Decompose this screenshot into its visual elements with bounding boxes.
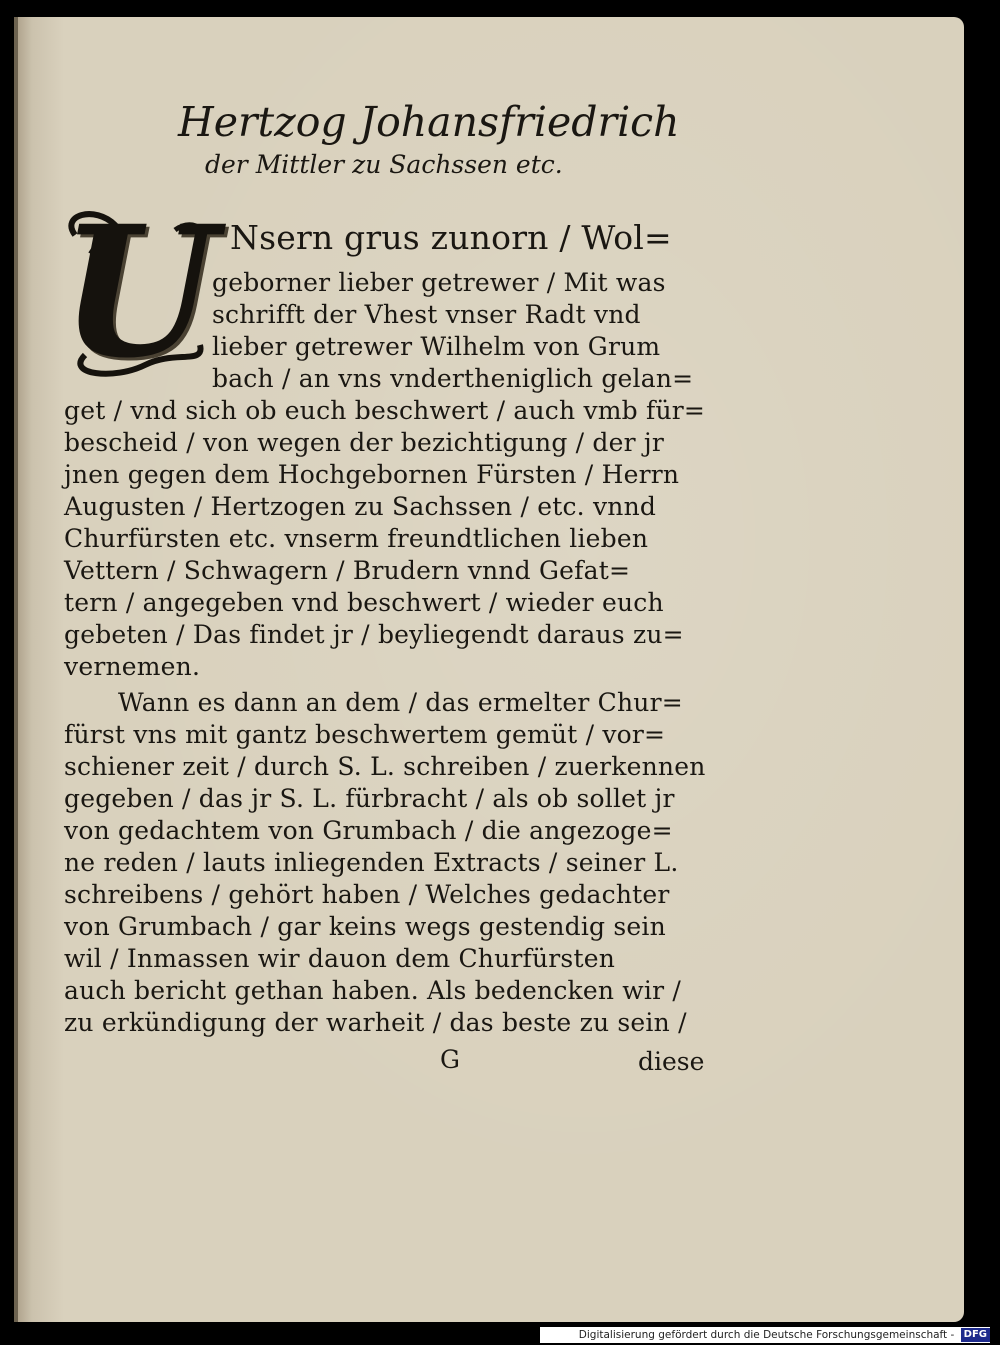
text-line: Nsern grus zunorn / Wol= bbox=[230, 218, 672, 257]
page-heading: Hertzog Johansfriedrich bbox=[178, 98, 680, 146]
text-line: bescheid / von wegen der bezichtigung / der jr bbox=[64, 428, 665, 457]
text-line: von gedachtem von Grumbach / die angezoge= bbox=[64, 816, 673, 845]
text-line: ne reden / lauts inliegenden Extracts / seiner L. bbox=[64, 848, 679, 877]
text-line: auch bericht gethan haben. Als bedencken wir / bbox=[64, 976, 682, 1005]
text-line: geborner lieber getrewer / Mit was bbox=[212, 268, 666, 297]
text-line: fürst vns mit gantz beschwertem gemüt / vor= bbox=[64, 720, 666, 749]
text-line: jnen gegen dem Hochgebornen Fürsten / Herrn bbox=[64, 460, 680, 489]
text-line: vernemen. bbox=[64, 652, 201, 681]
signature-mark: G bbox=[440, 1045, 460, 1074]
decorated-initial: U bbox=[60, 187, 217, 398]
text-line: Augusten / Hertzogen zu Sachssen / etc. vnnd bbox=[64, 492, 657, 521]
text-line: gebeten / Das findet jr / beyliegendt daraus zu= bbox=[64, 620, 684, 649]
digitization-credit bbox=[540, 1327, 990, 1343]
text-line: Vettern / Schwagern / Brudern vnnd Gefat= bbox=[64, 556, 631, 585]
text-line: gegeben / das jr S. L. fürbracht / als ob sollet jr bbox=[64, 784, 675, 813]
text-line: bach / an vns vndertheniglich gelan= bbox=[212, 364, 694, 393]
text-line: Wann es dann an dem / das ermelter Chur= bbox=[118, 688, 683, 717]
dfg-logo: DFG bbox=[961, 1328, 990, 1342]
text-line: wil / Inmassen wir dauon dem Churfürsten bbox=[64, 944, 616, 973]
text-line: zu erkündigung der warheit / das beste zu sein / bbox=[64, 1008, 687, 1037]
text-line: get / vnd sich ob euch beschwert / auch vmb für= bbox=[64, 396, 706, 425]
text-line: schreibens / gehört haben / Welches gedachter bbox=[64, 880, 670, 909]
credit-text: Digitalisierung gefördert durch die Deutsche Forschungsgemeinschaft - bbox=[578, 1329, 955, 1341]
text-line: schiener zeit / durch S. L. schreiben / zuerkennen bbox=[64, 752, 706, 781]
text-line: von Grumbach / gar keins wegs gestendig sein bbox=[64, 912, 666, 941]
text-line: tern / angegeben vnd beschwert / wieder euch bbox=[64, 588, 664, 617]
page-subheading: der Mittler zu Sachssen etc. bbox=[205, 150, 563, 179]
page-gutter bbox=[14, 17, 18, 1322]
text-line: Churfürsten etc. vnserm freundtlichen lieben bbox=[64, 524, 649, 553]
text-line: lieber getrewer Wilhelm von Grum bbox=[212, 332, 661, 361]
catchword: diese bbox=[638, 1047, 705, 1076]
text-line: schrifft der Vhest vnser Radt vnd bbox=[212, 300, 641, 329]
